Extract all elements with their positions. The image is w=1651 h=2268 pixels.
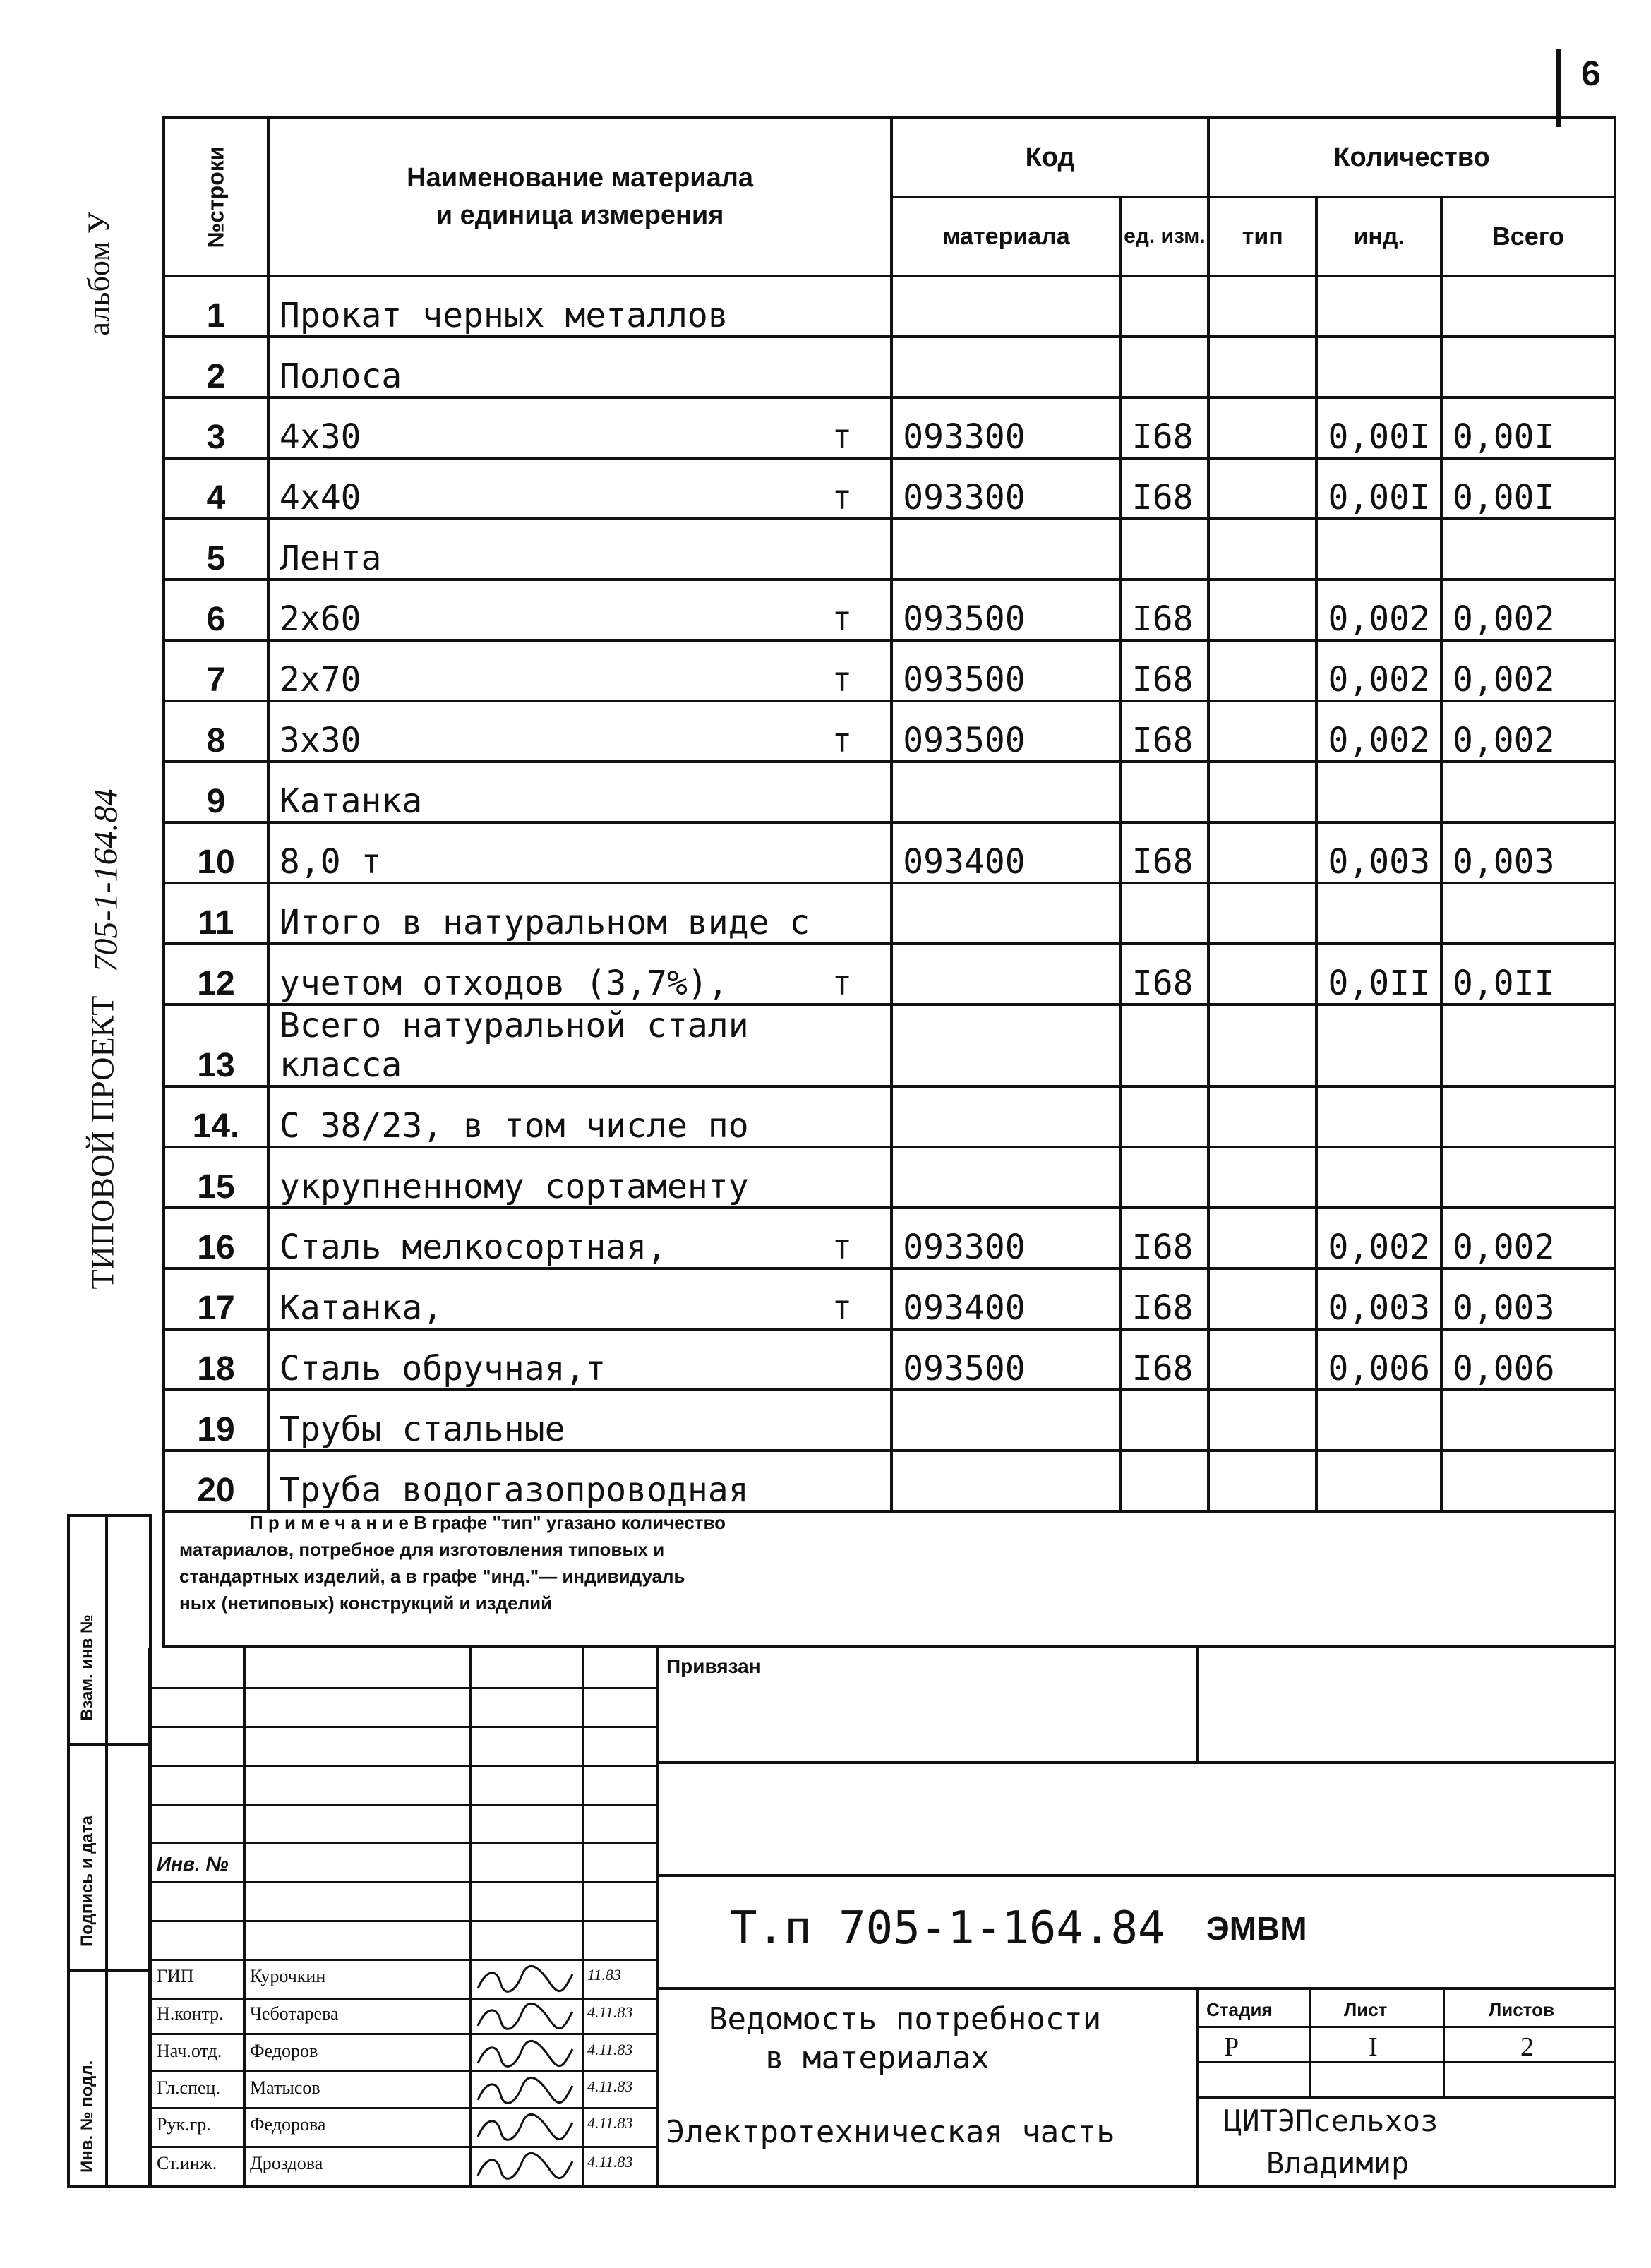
- material-code: 093400: [891, 1268, 1121, 1329]
- qty-ind: [1316, 1004, 1441, 1086]
- material-code: 093500: [891, 701, 1121, 762]
- title-block: [148, 1648, 1616, 2188]
- qty-total: [1441, 519, 1615, 580]
- table-row: [164, 701, 1615, 762]
- unit-code: [1121, 883, 1208, 944]
- org-city: Владимир: [1266, 2146, 1410, 2180]
- material-unit: т: [831, 964, 853, 1003]
- signer-role: Рук.гр.: [157, 2114, 211, 2135]
- unit-code: [1121, 337, 1208, 397]
- material-name-text: Итого в натуральном виде с: [279, 903, 810, 942]
- material-name: [268, 397, 891, 458]
- material-name-text: 8,0 т: [279, 842, 382, 882]
- qty-ind: 0,0II: [1316, 944, 1441, 1004]
- material-name-text: С 38/23, в том числе по: [279, 1106, 749, 1146]
- header-row-no: №строки: [164, 118, 268, 276]
- unit-code: I68: [1121, 1208, 1208, 1268]
- note-block: [162, 1496, 1616, 1648]
- qty-ind: 0,00I: [1316, 397, 1441, 458]
- header-total: Всего: [1441, 197, 1615, 276]
- material-code: [891, 883, 1121, 944]
- unit-code: I68: [1121, 701, 1208, 762]
- table-row: [164, 458, 1615, 519]
- signer-role: Нач.отд.: [157, 2041, 222, 2061]
- material-name: [268, 701, 891, 762]
- unit-code: I68: [1121, 822, 1208, 883]
- qty-type: [1208, 1004, 1316, 1086]
- header-type: тип: [1208, 197, 1316, 276]
- table-row: [164, 762, 1615, 822]
- qty-type: [1208, 519, 1316, 580]
- material-name-text: Полоса: [279, 356, 402, 396]
- material-unit: т: [831, 417, 853, 457]
- qty-type: [1208, 1268, 1316, 1329]
- qty-type: [1208, 1390, 1316, 1451]
- note-line: матариалов, потребное для изготовления типовых и: [179, 1539, 665, 1560]
- material-name: [268, 1390, 891, 1451]
- unit-code: [1121, 1147, 1208, 1208]
- note-line: ных (нетиповых) конструкций и изделий: [179, 1592, 553, 1614]
- unit-code: [1121, 276, 1208, 337]
- qty-type: [1208, 944, 1316, 1004]
- qty-type: [1208, 1086, 1316, 1147]
- qty-ind: [1316, 337, 1441, 397]
- material-name-text: 4х40: [279, 478, 361, 517]
- row-number: 10: [164, 822, 268, 883]
- unit-code: I68: [1121, 458, 1208, 519]
- sheet-label: Лист: [1344, 1999, 1388, 2020]
- table-row: [164, 519, 1615, 580]
- signer-name: Дроздова: [250, 2153, 323, 2173]
- doc-title-3: Электротехническая часть: [666, 2114, 1115, 2150]
- unit-code: I68: [1121, 944, 1208, 1004]
- qty-ind: 0,002: [1316, 1208, 1441, 1268]
- row-number: 15: [164, 1147, 268, 1208]
- material-name: [268, 640, 891, 701]
- qty-total: 0,00I: [1441, 458, 1615, 519]
- signer-role: Гл.спец.: [157, 2077, 220, 2098]
- row-number: 1: [164, 276, 268, 337]
- signature: [472, 2149, 578, 2185]
- qty-ind: 0,003: [1316, 822, 1441, 883]
- stamp-vzam-inv: Взам. инв №: [78, 1614, 97, 1721]
- row-number: 14.: [164, 1086, 268, 1147]
- material-code: 093300: [891, 458, 1121, 519]
- material-name: [268, 1268, 891, 1329]
- qty-total: 0,003: [1441, 1268, 1615, 1329]
- signer-date: 11.83: [587, 1966, 621, 1984]
- table-row: [164, 944, 1615, 1004]
- note-line: стандартных изделий, а в графе "инд."— индивидуаль: [179, 1566, 685, 1587]
- table-row: [164, 337, 1615, 397]
- qty-ind: [1316, 519, 1441, 580]
- privyazan-label: Привязан: [666, 1655, 761, 1677]
- table-row: [164, 640, 1615, 701]
- material-name-text: Катанка,: [279, 1288, 443, 1328]
- material-code: [891, 519, 1121, 580]
- signer-role: ГИП: [157, 1966, 194, 1986]
- table-row: [164, 1208, 1615, 1268]
- qty-ind: [1316, 762, 1441, 822]
- qty-total: 0,002: [1441, 1208, 1615, 1268]
- material-name-text: 2х70: [279, 660, 361, 700]
- material-name: [268, 1004, 891, 1086]
- note-line: П р и м е ч а н и е В графе "тип" угазано количество: [250, 1512, 726, 1533]
- row-number: 9: [164, 762, 268, 822]
- material-name-text: Всего натуральной стали класса: [279, 1006, 749, 1085]
- stamp-signature-date: Подпись и дата: [78, 1816, 97, 1947]
- signer-name: Курочкин: [250, 1966, 326, 1986]
- project-code: 705-1-164.84: [87, 788, 125, 973]
- table-row: [164, 1147, 1615, 1208]
- table-row: [164, 822, 1615, 883]
- doc-title-1: Ведомость потребности: [709, 2001, 1102, 2037]
- row-number: 6: [164, 580, 268, 640]
- signature: [472, 2073, 578, 2110]
- table-row: [164, 580, 1615, 640]
- qty-type: [1208, 337, 1316, 397]
- qty-ind: 0,006: [1316, 1329, 1441, 1390]
- material-code: [891, 1004, 1121, 1086]
- signer-name: Чеботарева: [250, 2003, 339, 2024]
- qty-ind: 0,002: [1316, 580, 1441, 640]
- row-number: 16: [164, 1208, 268, 1268]
- material-name: [268, 458, 891, 519]
- row-number: 2: [164, 337, 268, 397]
- material-name-text: 3х30: [279, 721, 361, 760]
- row-number: 5: [164, 519, 268, 580]
- qty-ind: [1316, 276, 1441, 337]
- material-name-text: Сталь обручная,т: [279, 1349, 606, 1388]
- signer-name: Федорова: [250, 2114, 326, 2135]
- header-qty: Количество: [1208, 118, 1615, 197]
- unit-code: [1121, 1004, 1208, 1086]
- row-number: 4: [164, 458, 268, 519]
- stage-value: Р: [1224, 2032, 1239, 2062]
- doc-title-2: в материалах: [765, 2040, 990, 2076]
- material-name-text: учетом отходов (3,7%),: [279, 964, 728, 1003]
- material-unit: т: [831, 1288, 853, 1328]
- material-code: [891, 1390, 1121, 1451]
- qty-type: [1208, 1329, 1316, 1390]
- qty-total: 0,006: [1441, 1329, 1615, 1390]
- qty-total: 0,00I: [1441, 397, 1615, 458]
- signer-date: 4.11.83: [587, 2003, 633, 2021]
- material-name: [268, 276, 891, 337]
- qty-ind: [1316, 1147, 1441, 1208]
- row-number: 8: [164, 701, 268, 762]
- qty-total: 0,0II: [1441, 944, 1615, 1004]
- unit-code: I68: [1121, 640, 1208, 701]
- material-name: [268, 1208, 891, 1268]
- album-label: альбом У: [81, 212, 116, 336]
- qty-type: [1208, 701, 1316, 762]
- material-code: 093400: [891, 822, 1121, 883]
- row-number: 18: [164, 1329, 268, 1390]
- material-name-text: 4х30: [279, 417, 361, 457]
- qty-total: [1441, 883, 1615, 944]
- qty-ind: 0,002: [1316, 640, 1441, 701]
- material-code: [891, 762, 1121, 822]
- qty-type: [1208, 883, 1316, 944]
- unit-code: [1121, 1390, 1208, 1451]
- sheet-value: I: [1369, 2032, 1378, 2062]
- doc-code: Т.п 705-1-164.84: [730, 1902, 1165, 1955]
- qty-total: [1441, 762, 1615, 822]
- signer-role: Ст.инж.: [157, 2153, 217, 2173]
- unit-code: [1121, 519, 1208, 580]
- material-unit: т: [831, 660, 853, 700]
- sheets-value: 2: [1520, 2032, 1534, 2062]
- material-name: [268, 519, 891, 580]
- material-name: [268, 580, 891, 640]
- qty-total: [1441, 1086, 1615, 1147]
- header-name: Наименование материала и единица измерения: [268, 118, 891, 276]
- material-unit: т: [831, 721, 853, 760]
- qty-total: 0,003: [1441, 822, 1615, 883]
- qty-type: [1208, 458, 1316, 519]
- qty-ind: [1316, 1086, 1441, 1147]
- signature: [472, 2036, 578, 2073]
- signer-date: 4.11.83: [587, 2114, 633, 2132]
- materials-table: [162, 116, 1616, 1513]
- stamp-inv-podl: Инв. № подл.: [78, 2060, 97, 2173]
- table-row: [164, 397, 1615, 458]
- page-number: 6: [1581, 54, 1601, 93]
- sheets-label: Листов: [1489, 1999, 1554, 2020]
- org-name: ЦИТЭПсельхоз: [1224, 2104, 1439, 2138]
- row-number: 7: [164, 640, 268, 701]
- row-number: 13: [164, 1004, 268, 1086]
- header-unit: ед. изм.: [1121, 197, 1208, 276]
- qty-type: [1208, 762, 1316, 822]
- table-row: [164, 1268, 1615, 1329]
- material-code: 093500: [891, 580, 1121, 640]
- material-name: [268, 822, 891, 883]
- unit-code: I68: [1121, 580, 1208, 640]
- unit-code: [1121, 762, 1208, 822]
- material-name-text: Трубы стальные: [279, 1410, 565, 1449]
- inv-no-label: Инв. №: [157, 1853, 229, 1875]
- header-code: Код: [891, 118, 1208, 197]
- qty-ind: 0,00I: [1316, 458, 1441, 519]
- material-name: [268, 944, 891, 1004]
- unit-code: [1121, 1086, 1208, 1147]
- signer-date: 4.11.83: [587, 2153, 633, 2171]
- signer-role: Н.контр.: [157, 2003, 224, 2024]
- signature: [472, 1999, 578, 2036]
- qty-ind: [1316, 1390, 1441, 1451]
- header-material: материала: [891, 197, 1121, 276]
- table-row: [164, 883, 1615, 944]
- row-number: 17: [164, 1268, 268, 1329]
- material-name-text: 2х60: [279, 599, 361, 639]
- row-number: 20: [164, 1451, 268, 1511]
- material-code: 093500: [891, 640, 1121, 701]
- header-ind: инд.: [1316, 197, 1441, 276]
- material-code: [891, 1086, 1121, 1147]
- signature: [472, 2110, 578, 2147]
- qty-type: [1208, 1147, 1316, 1208]
- unit-code: I68: [1121, 1268, 1208, 1329]
- row-number: 12: [164, 944, 268, 1004]
- material-name: [268, 1147, 891, 1208]
- material-unit: т: [831, 599, 853, 639]
- material-name: [268, 762, 891, 822]
- material-name: [268, 1086, 891, 1147]
- table-row: [164, 1390, 1615, 1451]
- table-row: [164, 1329, 1615, 1390]
- stage-label: Стадия: [1206, 1999, 1273, 2020]
- qty-type: [1208, 276, 1316, 337]
- qty-ind: 0,002: [1316, 701, 1441, 762]
- material-name-text: укрупненному сортаменту: [279, 1167, 749, 1206]
- project-label: ТИПОВОЙ ПРОЕКТ: [84, 995, 121, 1290]
- material-name: [268, 337, 891, 397]
- signature: [472, 1962, 578, 1998]
- qty-ind: [1316, 883, 1441, 944]
- qty-type: [1208, 822, 1316, 883]
- qty-total: [1441, 1004, 1615, 1086]
- unit-code: I68: [1121, 1329, 1208, 1390]
- table-row: [164, 1004, 1615, 1086]
- doc-suffix: ЭМВМ: [1206, 1910, 1307, 1947]
- qty-total: 0,002: [1441, 580, 1615, 640]
- signer-name: Матысов: [250, 2077, 320, 2098]
- qty-type: [1208, 1208, 1316, 1268]
- material-name-text: Прокат черных металлов: [279, 296, 728, 335]
- qty-total: [1441, 1390, 1615, 1451]
- material-name: [268, 1329, 891, 1390]
- unit-code: I68: [1121, 397, 1208, 458]
- qty-type: [1208, 580, 1316, 640]
- material-name: [268, 883, 891, 944]
- material-code: [891, 337, 1121, 397]
- signer-name: Федоров: [250, 2041, 318, 2061]
- qty-total: 0,002: [1441, 640, 1615, 701]
- row-number: 19: [164, 1390, 268, 1451]
- material-code: 093300: [891, 1208, 1121, 1268]
- left-stamp: [67, 1514, 152, 2188]
- page-number-frame: [1556, 49, 1561, 127]
- table-row: [164, 276, 1615, 337]
- material-unit: т: [831, 478, 853, 517]
- qty-total: [1441, 276, 1615, 337]
- qty-total: 0,002: [1441, 701, 1615, 762]
- material-name-text: Лента: [279, 539, 382, 578]
- material-unit: т: [831, 1228, 853, 1267]
- signer-date: 4.11.83: [587, 2077, 633, 2095]
- material-code: [891, 1147, 1121, 1208]
- row-number: 11: [164, 883, 268, 944]
- qty-total: [1441, 1147, 1615, 1208]
- material-code: 093500: [891, 1329, 1121, 1390]
- material-code: [891, 944, 1121, 1004]
- qty-ind: 0,003: [1316, 1268, 1441, 1329]
- material-name-text: Катанка: [279, 781, 423, 821]
- signer-date: 4.11.83: [587, 2041, 633, 2058]
- qty-total: [1441, 337, 1615, 397]
- qty-type: [1208, 397, 1316, 458]
- row-number: 3: [164, 397, 268, 458]
- material-code: [891, 276, 1121, 337]
- material-name-text: Сталь мелкосортная,: [279, 1228, 667, 1267]
- material-code: 093300: [891, 397, 1121, 458]
- table-row: [164, 1086, 1615, 1147]
- qty-type: [1208, 640, 1316, 701]
- material-name-text: Труба водогазопроводная: [279, 1470, 749, 1510]
